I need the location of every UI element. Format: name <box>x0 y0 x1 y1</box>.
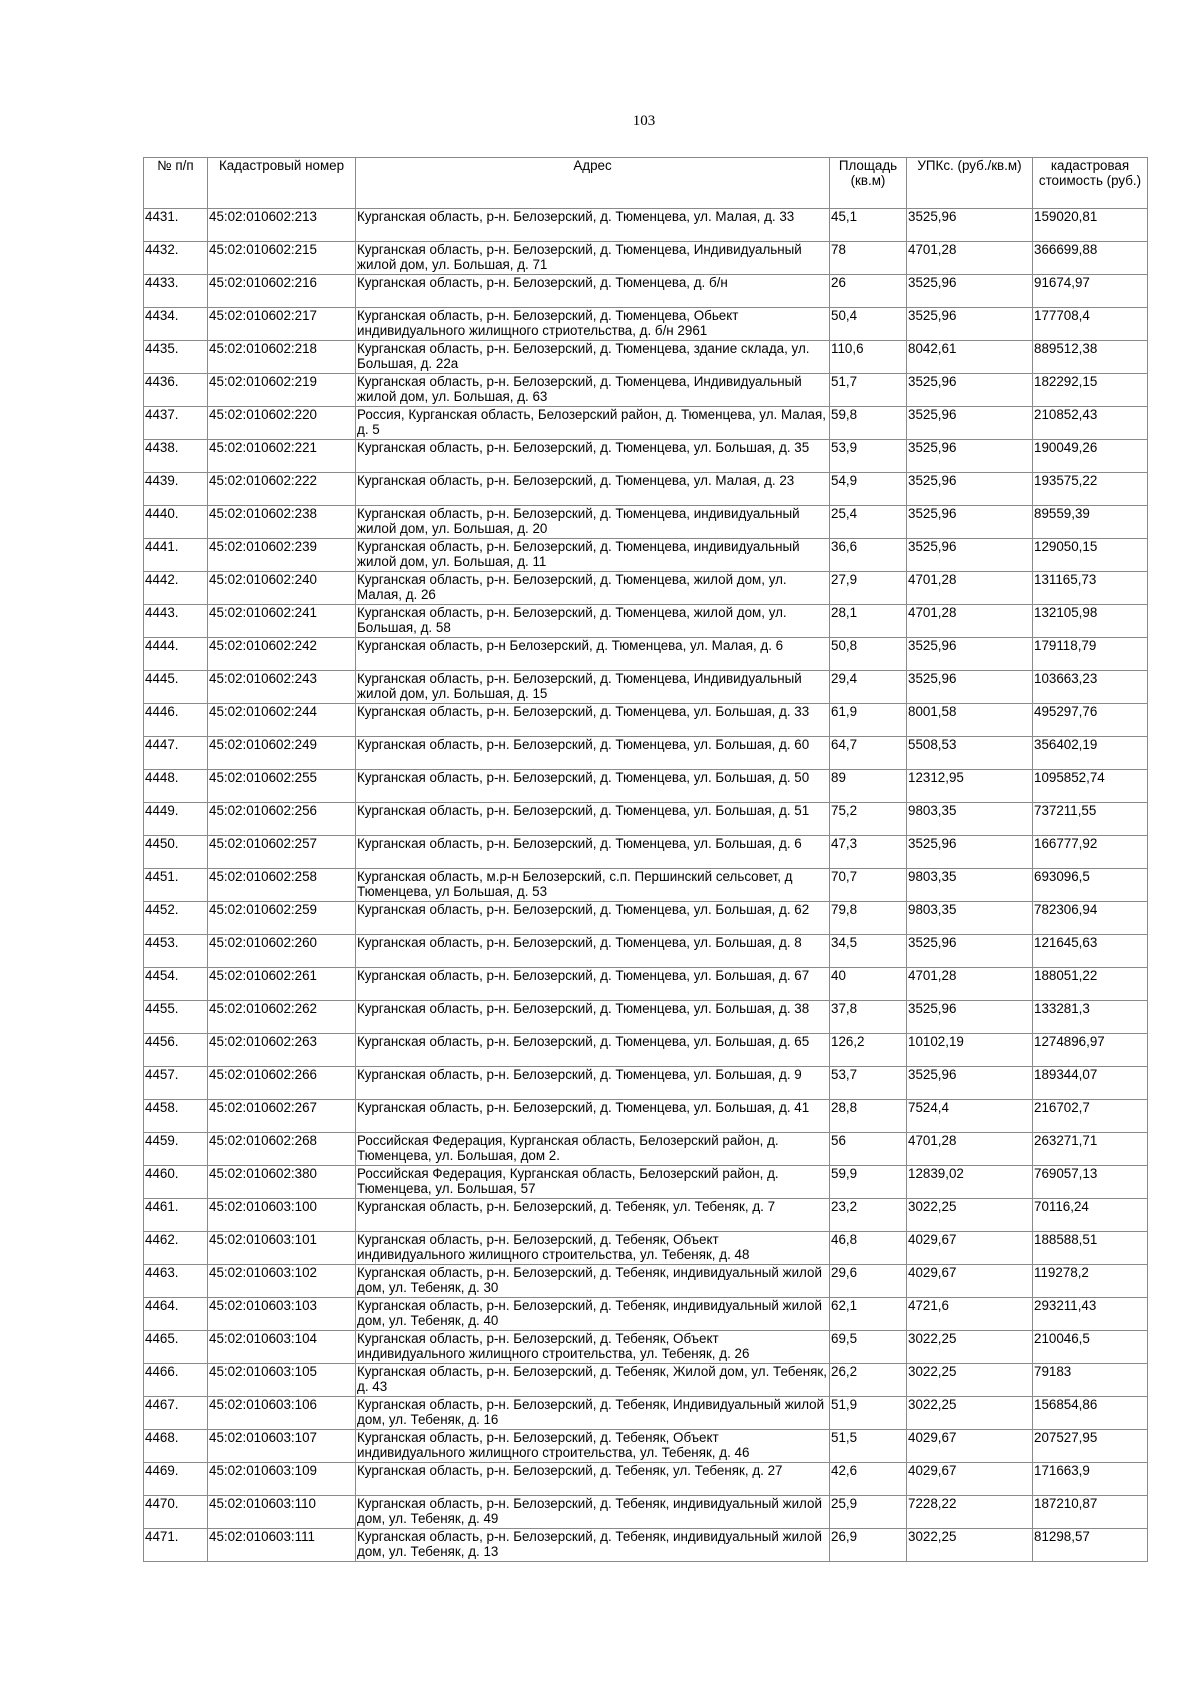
row-number-cell: 4458. <box>144 1100 208 1133</box>
area-cell: 51,5 <box>830 1430 907 1463</box>
upks-cell: 4701,28 <box>907 605 1033 638</box>
table-row <box>144 1034 1148 1067</box>
row-number-cell: 4436. <box>144 374 208 407</box>
cadastral-value-cell: 1274896,97 <box>1033 1034 1148 1067</box>
address-cell: Курганская область, р-н. Белозерский, д. Тебеняк, ул. Тебеняк, д. 7 <box>356 1199 830 1232</box>
cadastral-number-cell: 45:02:010603:111 <box>208 1529 356 1562</box>
address-cell: Курганская область, р-н. Белозерский, д. Тюменцева, ул. Большая, д. 33 <box>356 704 830 737</box>
table-row <box>144 1001 1148 1034</box>
address-cell: Курганская область, р-н. Белозерский, д. Тюменцева, ул. Большая, д. 38 <box>356 1001 830 1034</box>
area-cell: 47,3 <box>830 836 907 869</box>
row-number-cell: 4449. <box>144 803 208 836</box>
area-cell: 45,1 <box>830 209 907 242</box>
area-cell: 29,6 <box>830 1265 907 1298</box>
upks-cell: 4721,6 <box>907 1298 1033 1331</box>
area-cell: 59,9 <box>830 1166 907 1199</box>
address-cell: Курганская область, р-н. Белозерский, д. Тюменцева, ул. Большая, д. 60 <box>356 737 830 770</box>
area-cell: 34,5 <box>830 935 907 968</box>
upks-cell: 4701,28 <box>907 572 1033 605</box>
row-number-cell: 4452. <box>144 902 208 935</box>
cadastral-number-cell: 45:02:010603:101 <box>208 1232 356 1265</box>
cadastral-value-cell: 693096,5 <box>1033 869 1148 902</box>
table-body <box>144 209 1148 1562</box>
address-cell: Курганская область, р-н. Белозерский, д. Тюменцева, ул. Большая, д. 41 <box>356 1100 830 1133</box>
upks-cell: 3525,96 <box>907 539 1033 572</box>
cadastral-number-cell: 45:02:010602:238 <box>208 506 356 539</box>
area-cell: 78 <box>830 242 907 275</box>
table-row <box>144 704 1148 737</box>
row-number-cell: 4454. <box>144 968 208 1001</box>
upks-cell: 3022,25 <box>907 1199 1033 1232</box>
upks-cell: 3525,96 <box>907 374 1033 407</box>
cadastral-number-cell: 45:02:010602:263 <box>208 1034 356 1067</box>
cadastral-number-cell: 45:02:010603:104 <box>208 1331 356 1364</box>
area-cell: 69,5 <box>830 1331 907 1364</box>
table-row <box>144 473 1148 506</box>
cadastral-number-cell: 45:02:010602:218 <box>208 341 356 374</box>
row-number-cell: 4471. <box>144 1529 208 1562</box>
table-row <box>144 935 1148 968</box>
area-cell: 54,9 <box>830 473 907 506</box>
row-number-cell: 4468. <box>144 1430 208 1463</box>
address-cell: Курганская область, р-н. Белозерский, д. Тебеняк, Объект индивидуального жилищного строительства, ул. Тебеняк, д. 26 <box>356 1331 830 1364</box>
table-row <box>144 1100 1148 1133</box>
row-number-cell: 4445. <box>144 671 208 704</box>
upks-cell: 8001,58 <box>907 704 1033 737</box>
cadastral-number-cell: 45:02:010603:100 <box>208 1199 356 1232</box>
row-number-cell: 4443. <box>144 605 208 638</box>
address-cell: Курганская область, р-н. Белозерский, д. Тюменцева, Индивидуальный жилой дом, ул. Большая, д. 15 <box>356 671 830 704</box>
table-row <box>144 1529 1148 1562</box>
table-row <box>144 1331 1148 1364</box>
row-number-cell: 4448. <box>144 770 208 803</box>
address-cell: Курганская область, р-н. Белозерский, д. Тюменцева, здание склада, ул. Большая, д. 22а <box>356 341 830 374</box>
table-row <box>144 506 1148 539</box>
cadastral-number-cell: 45:02:010602:242 <box>208 638 356 671</box>
table-row <box>144 1463 1148 1496</box>
row-number-cell: 4457. <box>144 1067 208 1100</box>
upks-cell: 3525,96 <box>907 506 1033 539</box>
cadastral-value-cell: 131165,73 <box>1033 572 1148 605</box>
address-cell: Курганская область, р-н. Белозерский, д. Тебеняк, Жилой дом, ул. Тебеняк, д. 43 <box>356 1364 830 1397</box>
cadastral-value-cell: 103663,23 <box>1033 671 1148 704</box>
cadastral-number-cell: 45:02:010602:261 <box>208 968 356 1001</box>
row-number-cell: 4439. <box>144 473 208 506</box>
table-row <box>144 1364 1148 1397</box>
address-cell: Курганская область, р-н. Белозерский, д. Тюменцева, индивидуальный жилой дом, ул. Большая, д. 20 <box>356 506 830 539</box>
table-row <box>144 1199 1148 1232</box>
upks-cell: 3525,96 <box>907 1067 1033 1100</box>
area-cell: 50,4 <box>830 308 907 341</box>
cadastral-number-cell: 45:02:010603:110 <box>208 1496 356 1529</box>
address-cell: Россия, Курганская область, Белозерский район, д. Тюменцева, ул. Малая, д. 5 <box>356 407 830 440</box>
upks-cell: 9803,35 <box>907 869 1033 902</box>
row-number-cell: 4460. <box>144 1166 208 1199</box>
address-cell: Курганская область, р-н. Белозерский, д. Тюменцева, ул. Большая, д. 6 <box>356 836 830 869</box>
cadastral-number-cell: 45:02:010602:241 <box>208 605 356 638</box>
cadastral-value-cell: 121645,63 <box>1033 935 1148 968</box>
table-row <box>144 341 1148 374</box>
area-cell: 25,9 <box>830 1496 907 1529</box>
upks-cell: 7228,22 <box>907 1496 1033 1529</box>
row-number-cell: 4431. <box>144 209 208 242</box>
cadastral-value-cell: 769057,13 <box>1033 1166 1148 1199</box>
cadastral-value-cell: 189344,07 <box>1033 1067 1148 1100</box>
upks-cell: 4029,67 <box>907 1232 1033 1265</box>
cadastral-value-cell: 89559,39 <box>1033 506 1148 539</box>
upks-cell: 4029,67 <box>907 1430 1033 1463</box>
cadastral-value-cell: 366699,88 <box>1033 242 1148 275</box>
cadastral-value-cell: 188051,22 <box>1033 968 1148 1001</box>
cadastral-value-cell: 207527,95 <box>1033 1430 1148 1463</box>
cadastral-value-cell: 171663,9 <box>1033 1463 1148 1496</box>
table-row <box>144 1397 1148 1430</box>
address-cell: Курганская область, р-н. Белозерский, д. Тюменцева, ул. Большая, д. 9 <box>356 1067 830 1100</box>
table-row <box>144 836 1148 869</box>
upks-cell: 4701,28 <box>907 1133 1033 1166</box>
cadastral-number-cell: 45:02:010603:102 <box>208 1265 356 1298</box>
address-cell: Курганская область, р-н. Белозерский, д. Тебеняк, Объект индивидуального жилищного строительства, ул. Тебеняк, д. 46 <box>356 1430 830 1463</box>
row-number-cell: 4437. <box>144 407 208 440</box>
area-cell: 23,2 <box>830 1199 907 1232</box>
area-cell: 42,6 <box>830 1463 907 1496</box>
cadastral-number-cell: 45:02:010603:109 <box>208 1463 356 1496</box>
cadastral-value-cell: 495297,76 <box>1033 704 1148 737</box>
header-cadastral-number: Кадастровый номер <box>208 158 356 209</box>
table-row <box>144 803 1148 836</box>
upks-cell: 4701,28 <box>907 968 1033 1001</box>
address-cell: Курганская область, м.р-н Белозерский, с.п. Першинский сельсовет, д Тюменцева, ул Большая, д. 53 <box>356 869 830 902</box>
area-cell: 56 <box>830 1133 907 1166</box>
row-number-cell: 4465. <box>144 1331 208 1364</box>
table-row <box>144 1298 1148 1331</box>
cadastral-number-cell: 45:02:010602:260 <box>208 935 356 968</box>
cadastral-number-cell: 45:02:010602:255 <box>208 770 356 803</box>
area-cell: 46,8 <box>830 1232 907 1265</box>
cadastral-value-cell: 737211,55 <box>1033 803 1148 836</box>
upks-cell: 12839,02 <box>907 1166 1033 1199</box>
upks-cell: 9803,35 <box>907 902 1033 935</box>
cadastral-value-cell: 91674,97 <box>1033 275 1148 308</box>
table-row <box>144 605 1148 638</box>
header-area: Площадь (кв.м) <box>830 158 907 209</box>
row-number-cell: 4459. <box>144 1133 208 1166</box>
table-header-row <box>144 158 1148 209</box>
upks-cell: 4029,67 <box>907 1265 1033 1298</box>
upks-cell: 12312,95 <box>907 770 1033 803</box>
cadastral-value-cell: 216702,7 <box>1033 1100 1148 1133</box>
cadastral-value-cell: 293211,43 <box>1033 1298 1148 1331</box>
upks-cell: 3525,96 <box>907 473 1033 506</box>
table-row <box>144 1232 1148 1265</box>
cadastral-number-cell: 45:02:010603:106 <box>208 1397 356 1430</box>
table-row <box>144 308 1148 341</box>
header-upks: УПКс. (руб./кв.м) <box>907 158 1033 209</box>
header-number: № п/п <box>144 158 208 209</box>
area-cell: 26,2 <box>830 1364 907 1397</box>
table-row <box>144 638 1148 671</box>
table-row <box>144 572 1148 605</box>
row-number-cell: 4461. <box>144 1199 208 1232</box>
cadastral-number-cell: 45:02:010602:239 <box>208 539 356 572</box>
cadastral-value-cell: 132105,98 <box>1033 605 1148 638</box>
upks-cell: 3022,25 <box>907 1331 1033 1364</box>
page-number: 103 <box>632 113 656 129</box>
cadastral-number-cell: 45:02:010602:220 <box>208 407 356 440</box>
header-address: Адрес <box>356 158 830 209</box>
upks-cell: 3525,96 <box>907 671 1033 704</box>
area-cell: 25,4 <box>830 506 907 539</box>
area-cell: 26,9 <box>830 1529 907 1562</box>
upks-cell: 4701,28 <box>907 242 1033 275</box>
cadastral-value-cell: 177708,4 <box>1033 308 1148 341</box>
address-cell: Курганская область, р-н. Белозерский, д. Тюменцева, ул. Малая, д. 23 <box>356 473 830 506</box>
header-cadastral-value: кадастровая стоимость (руб.) <box>1033 158 1148 209</box>
cadastral-value-cell: 166777,92 <box>1033 836 1148 869</box>
row-number-cell: 4467. <box>144 1397 208 1430</box>
cadastral-value-cell: 129050,15 <box>1033 539 1148 572</box>
address-cell: Курганская область, р-н. Белозерский, д. Тебеняк, ул. Тебеняк, д. 27 <box>356 1463 830 1496</box>
cadastral-number-cell: 45:02:010602:215 <box>208 242 356 275</box>
address-cell: Курганская область, р-н. Белозерский, д. Тюменцева, Обьект индивидуального жилищного стриотельства, д. б/н 2961 <box>356 308 830 341</box>
address-cell: Курганская область, р-н. Белозерский, д. Тебеняк, индивидуальный жилой дом, ул. Тебеняк, д. 13 <box>356 1529 830 1562</box>
row-number-cell: 4438. <box>144 440 208 473</box>
upks-cell: 3525,96 <box>907 440 1033 473</box>
area-cell: 26 <box>830 275 907 308</box>
cadastral-number-cell: 45:02:010602:213 <box>208 209 356 242</box>
table-row <box>144 1496 1148 1529</box>
table-row <box>144 1067 1148 1100</box>
cadastral-number-cell: 45:02:010602:244 <box>208 704 356 737</box>
row-number-cell: 4447. <box>144 737 208 770</box>
cadastral-number-cell: 45:02:010602:380 <box>208 1166 356 1199</box>
upks-cell: 3525,96 <box>907 308 1033 341</box>
area-cell: 110,6 <box>830 341 907 374</box>
table-row <box>144 440 1148 473</box>
cadastral-value-cell: 179118,79 <box>1033 638 1148 671</box>
cadastral-value-cell: 188588,51 <box>1033 1232 1148 1265</box>
table-row <box>144 1430 1148 1463</box>
address-cell: Курганская область, р-н. Белозерский, д. Тебеняк, Индивидуальный жилой дом, ул. Тебеняк, д. 16 <box>356 1397 830 1430</box>
row-number-cell: 4446. <box>144 704 208 737</box>
area-cell: 61,9 <box>830 704 907 737</box>
row-number-cell: 4463. <box>144 1265 208 1298</box>
area-cell: 29,4 <box>830 671 907 704</box>
row-number-cell: 4470. <box>144 1496 208 1529</box>
row-number-cell: 4432. <box>144 242 208 275</box>
address-cell: Курганская область, р-н. Белозерский, д. Тюменцева, ул. Большая, д. 50 <box>356 770 830 803</box>
row-number-cell: 4450. <box>144 836 208 869</box>
table-row <box>144 407 1148 440</box>
upks-cell: 8042,61 <box>907 341 1033 374</box>
cadastral-value-cell: 133281,3 <box>1033 1001 1148 1034</box>
upks-cell: 3525,96 <box>907 836 1033 869</box>
row-number-cell: 4435. <box>144 341 208 374</box>
area-cell: 37,8 <box>830 1001 907 1034</box>
upks-cell: 3525,96 <box>907 935 1033 968</box>
address-cell: Российская Федерация, Курганская область, Белозерский район, д. Тюменцева, ул. Большая, 57 <box>356 1166 830 1199</box>
row-number-cell: 4451. <box>144 869 208 902</box>
upks-cell: 3525,96 <box>907 275 1033 308</box>
upks-cell: 3022,25 <box>907 1364 1033 1397</box>
cadastral-value-cell: 187210,87 <box>1033 1496 1148 1529</box>
area-cell: 28,8 <box>830 1100 907 1133</box>
address-cell: Курганская область, р-н. Белозерский, д. Тюменцева, ул. Большая, д. 65 <box>356 1034 830 1067</box>
cadastral-value-cell: 190049,26 <box>1033 440 1148 473</box>
row-number-cell: 4462. <box>144 1232 208 1265</box>
table-row <box>144 1265 1148 1298</box>
cadastral-value-cell: 182292,15 <box>1033 374 1148 407</box>
cadastral-table <box>143 157 1148 1562</box>
row-number-cell: 4440. <box>144 506 208 539</box>
table-row <box>144 209 1148 242</box>
area-cell: 50,8 <box>830 638 907 671</box>
address-cell: Курганская область, р-н. Белозерский, д. Тюменцева, Индивидуальный жилой дом, ул. Большая, д. 71 <box>356 242 830 275</box>
area-cell: 53,9 <box>830 440 907 473</box>
address-cell: Курганская область, р-н. Белозерский, д. Тюменцева, ул. Большая, д. 62 <box>356 902 830 935</box>
area-cell: 89 <box>830 770 907 803</box>
cadastral-value-cell: 159020,81 <box>1033 209 1148 242</box>
cadastral-value-cell: 193575,22 <box>1033 473 1148 506</box>
upks-cell: 3022,25 <box>907 1529 1033 1562</box>
upks-cell: 3525,96 <box>907 1001 1033 1034</box>
area-cell: 70,7 <box>830 869 907 902</box>
cadastral-number-cell: 45:02:010602:221 <box>208 440 356 473</box>
area-cell: 64,7 <box>830 737 907 770</box>
cadastral-number-cell: 45:02:010603:105 <box>208 1364 356 1397</box>
row-number-cell: 4466. <box>144 1364 208 1397</box>
upks-cell: 3525,96 <box>907 407 1033 440</box>
table-row <box>144 671 1148 704</box>
row-number-cell: 4442. <box>144 572 208 605</box>
table-row <box>144 737 1148 770</box>
area-cell: 28,1 <box>830 605 907 638</box>
upks-cell: 10102,19 <box>907 1034 1033 1067</box>
upks-cell: 3525,96 <box>907 638 1033 671</box>
upks-cell: 3525,96 <box>907 209 1033 242</box>
cadastral-value-cell: 210852,43 <box>1033 407 1148 440</box>
cadastral-number-cell: 45:02:010602:257 <box>208 836 356 869</box>
address-cell: Курганская область, р-н. Белозерский, д. Тебеняк, индивидуальный жилой дом, ул. Тебеняк, д. 40 <box>356 1298 830 1331</box>
cadastral-number-cell: 45:02:010603:103 <box>208 1298 356 1331</box>
table-row <box>144 1166 1148 1199</box>
cadastral-number-cell: 45:02:010602:268 <box>208 1133 356 1166</box>
address-cell: Курганская область, р-н. Белозерский, д. Тюменцева, ул. Большая, д. 51 <box>356 803 830 836</box>
table-row <box>144 869 1148 902</box>
row-number-cell: 4441. <box>144 539 208 572</box>
cadastral-number-cell: 45:02:010602:216 <box>208 275 356 308</box>
cadastral-number-cell: 45:02:010602:217 <box>208 308 356 341</box>
table-row <box>144 374 1148 407</box>
cadastral-value-cell: 356402,19 <box>1033 737 1148 770</box>
cadastral-number-cell: 45:02:010603:107 <box>208 1430 356 1463</box>
cadastral-number-cell: 45:02:010602:259 <box>208 902 356 935</box>
cadastral-value-cell: 1095852,74 <box>1033 770 1148 803</box>
address-cell: Курганская область, р-н. Белозерский, д. Тебеняк, Объект индивидуального жилищного строительства, ул. Тебеняк, д. 48 <box>356 1232 830 1265</box>
cadastral-number-cell: 45:02:010602:249 <box>208 737 356 770</box>
row-number-cell: 4456. <box>144 1034 208 1067</box>
address-cell: Курганская область, р-н. Белозерский, д. Тюменцева, ул. Большая, д. 35 <box>356 440 830 473</box>
cadastral-value-cell: 263271,71 <box>1033 1133 1148 1166</box>
area-cell: 79,8 <box>830 902 907 935</box>
upks-cell: 7524,4 <box>907 1100 1033 1133</box>
area-cell: 27,9 <box>830 572 907 605</box>
cadastral-number-cell: 45:02:010602:266 <box>208 1067 356 1100</box>
cadastral-number-cell: 45:02:010602:262 <box>208 1001 356 1034</box>
address-cell: Курганская область, р-н. Белозерский, д. Тюменцева, ул. Малая, д. 33 <box>356 209 830 242</box>
cadastral-number-cell: 45:02:010602:240 <box>208 572 356 605</box>
area-cell: 59,8 <box>830 407 907 440</box>
cadastral-value-cell: 79183 <box>1033 1364 1148 1397</box>
cadastral-number-cell: 45:02:010602:258 <box>208 869 356 902</box>
address-cell: Курганская область, р-н. Белозерский, д. Тюменцева, жилой дом, ул. Большая, д. 58 <box>356 605 830 638</box>
row-number-cell: 4433. <box>144 275 208 308</box>
area-cell: 75,2 <box>830 803 907 836</box>
cadastral-number-cell: 45:02:010602:267 <box>208 1100 356 1133</box>
address-cell: Курганская область, р-н. Белозерский, д. Тюменцева, Индивидуальный жилой дом, ул. Большая, д. 63 <box>356 374 830 407</box>
row-number-cell: 4453. <box>144 935 208 968</box>
area-cell: 62,1 <box>830 1298 907 1331</box>
area-cell: 40 <box>830 968 907 1001</box>
area-cell: 53,7 <box>830 1067 907 1100</box>
row-number-cell: 4434. <box>144 308 208 341</box>
cadastral-number-cell: 45:02:010602:256 <box>208 803 356 836</box>
cadastral-number-cell: 45:02:010602:219 <box>208 374 356 407</box>
cadastral-value-cell: 889512,38 <box>1033 341 1148 374</box>
upks-cell: 3022,25 <box>907 1397 1033 1430</box>
table-row <box>144 1133 1148 1166</box>
upks-cell: 4029,67 <box>907 1463 1033 1496</box>
cadastral-value-cell: 81298,57 <box>1033 1529 1148 1562</box>
address-cell: Курганская область, р-н Белозерский, д. Тюменцева, ул. Малая, д. 6 <box>356 638 830 671</box>
address-cell: Курганская область, р-н. Белозерский, д. Тебеняк, индивидуальный жилой дом, ул. Тебеняк, д. 49 <box>356 1496 830 1529</box>
address-cell: Курганская область, р-н. Белозерский, д. Тюменцева, индивидуальный жилой дом, ул. Большая, д. 11 <box>356 539 830 572</box>
table-row <box>144 539 1148 572</box>
cadastral-value-cell: 156854,86 <box>1033 1397 1148 1430</box>
area-cell: 51,7 <box>830 374 907 407</box>
cadastral-number-cell: 45:02:010602:243 <box>208 671 356 704</box>
address-cell: Курганская область, р-н. Белозерский, д. Тюменцева, ул. Большая, д. 67 <box>356 968 830 1001</box>
row-number-cell: 4469. <box>144 1463 208 1496</box>
address-cell: Курганская область, р-н. Белозерский, д. Тюменцева, д. б/н <box>356 275 830 308</box>
upks-cell: 9803,35 <box>907 803 1033 836</box>
address-cell: Курганская область, р-н. Белозерский, д. Тюменцева, ул. Большая, д. 8 <box>356 935 830 968</box>
row-number-cell: 4444. <box>144 638 208 671</box>
address-cell: Российская Федерация, Курганская область, Белозерский район, д. Тюменцева, ул. Большая, дом 2. <box>356 1133 830 1166</box>
address-cell: Курганская область, р-н. Белозерский, д. Тебеняк, индивидуальный жилой дом, ул. Тебеняк, д. 30 <box>356 1265 830 1298</box>
row-number-cell: 4455. <box>144 1001 208 1034</box>
row-number-cell: 4464. <box>144 1298 208 1331</box>
cadastral-value-cell: 782306,94 <box>1033 902 1148 935</box>
table-row <box>144 242 1148 275</box>
cadastral-value-cell: 70116,24 <box>1033 1199 1148 1232</box>
cadastral-number-cell: 45:02:010602:222 <box>208 473 356 506</box>
table-row <box>144 275 1148 308</box>
table-row <box>144 770 1148 803</box>
table-row <box>144 902 1148 935</box>
address-cell: Курганская область, р-н. Белозерский, д. Тюменцева, жилой дом, ул. Малая, д. 26 <box>356 572 830 605</box>
area-cell: 51,9 <box>830 1397 907 1430</box>
area-cell: 126,2 <box>830 1034 907 1067</box>
cadastral-value-cell: 210046,5 <box>1033 1331 1148 1364</box>
upks-cell: 5508,53 <box>907 737 1033 770</box>
area-cell: 36,6 <box>830 539 907 572</box>
table-row <box>144 968 1148 1001</box>
cadastral-value-cell: 119278,2 <box>1033 1265 1148 1298</box>
